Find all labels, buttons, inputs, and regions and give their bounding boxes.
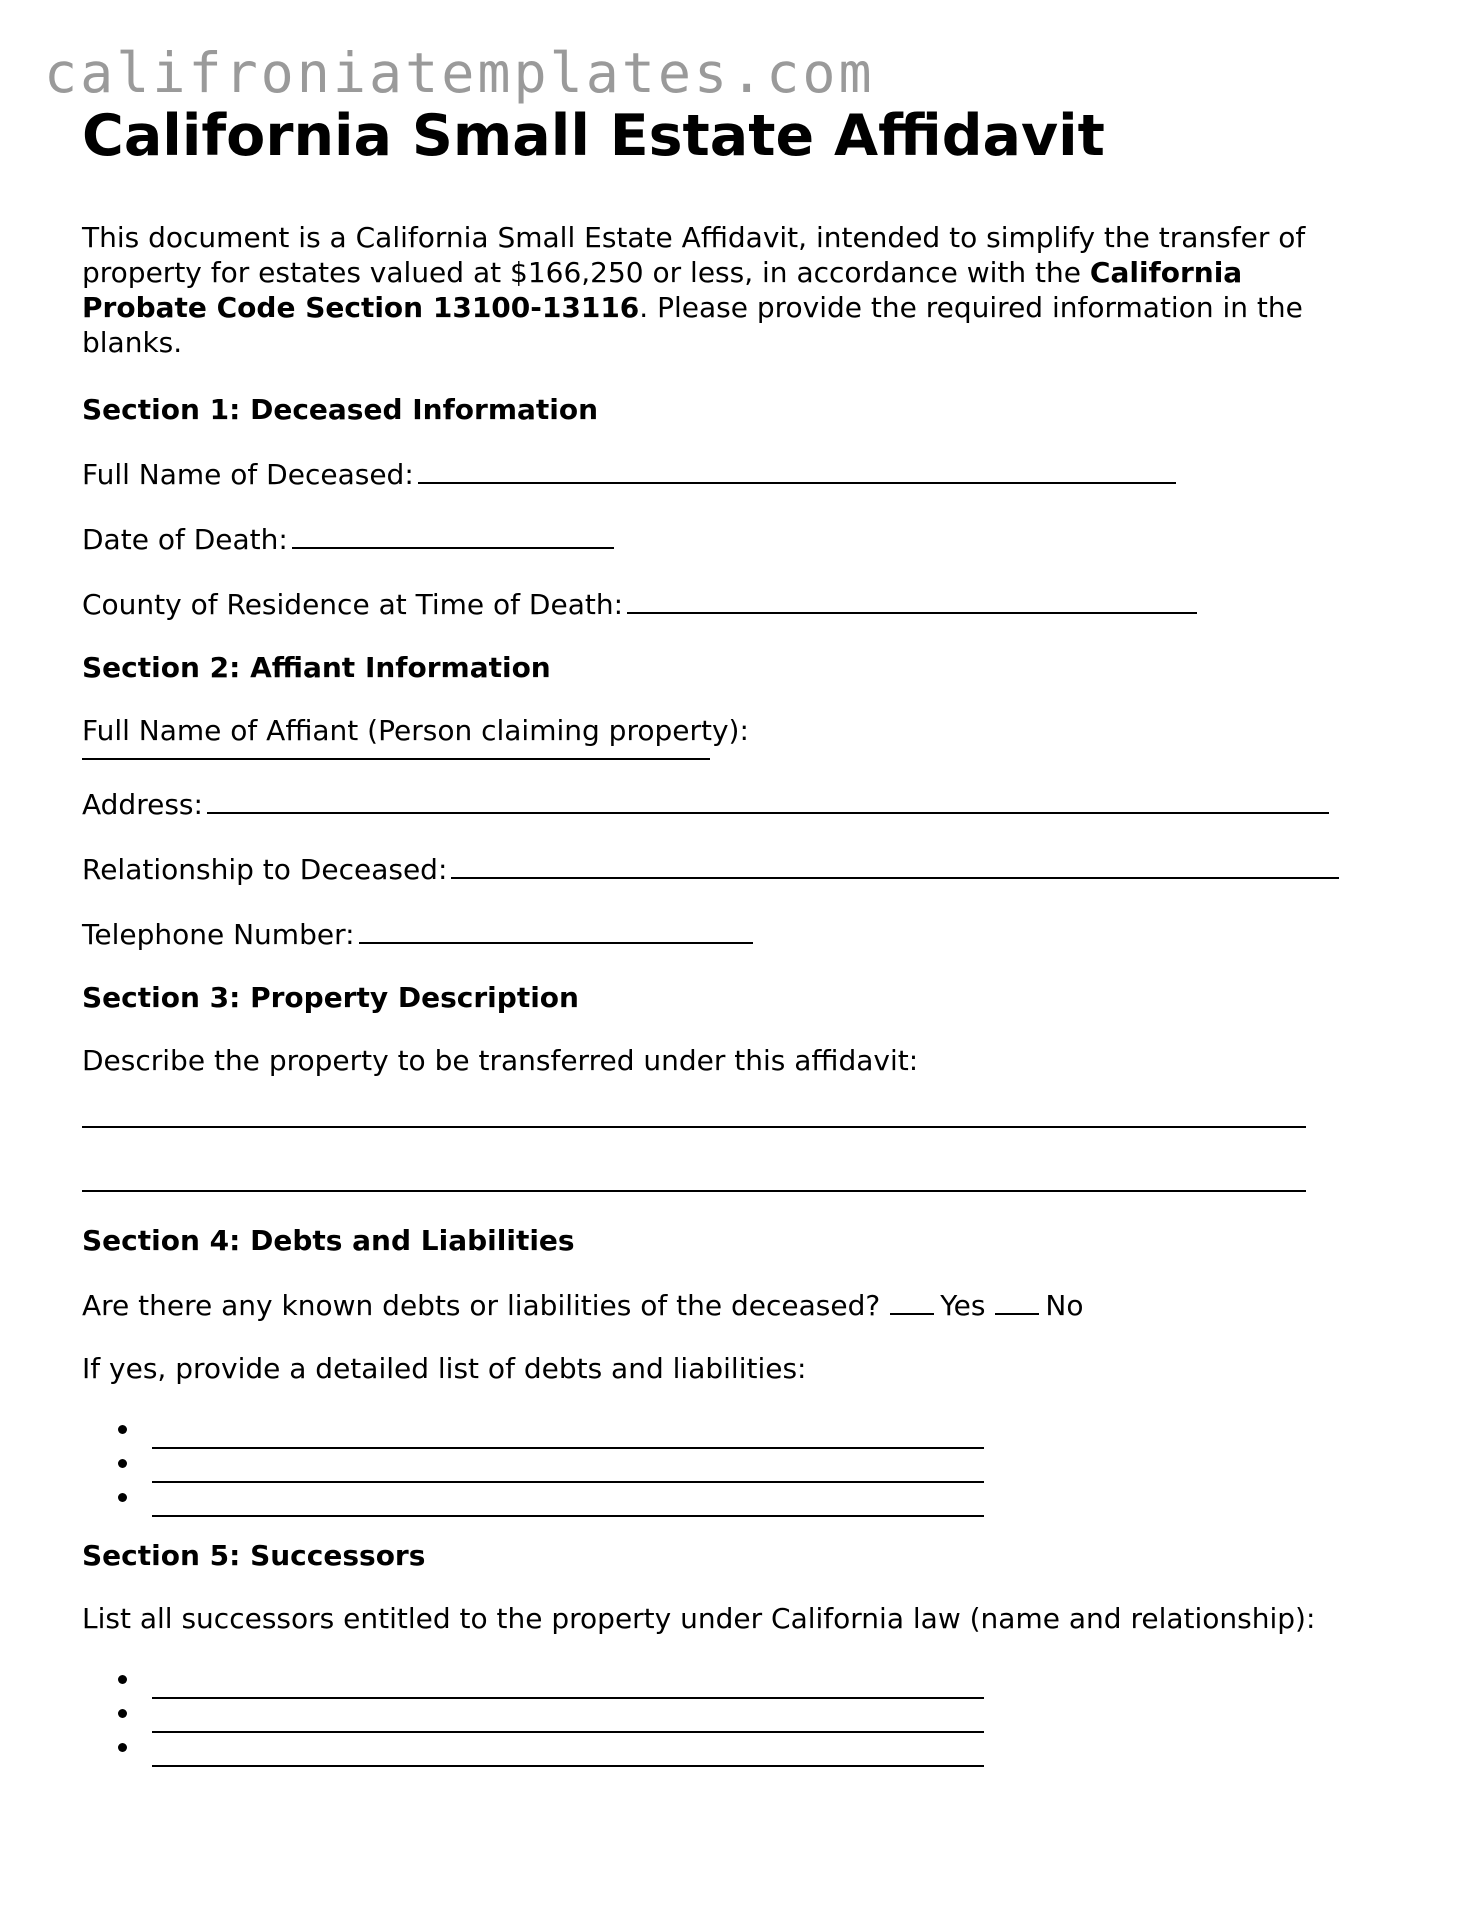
intro-text-2: . Please provide the required information in the blanks.	[82, 290, 1303, 359]
bullet-icon	[118, 1459, 127, 1468]
affiant-name-row	[82, 714, 1382, 748]
county-row	[82, 586, 1382, 622]
relationship-field[interactable]	[451, 851, 1339, 879]
bullet-icon	[118, 1743, 127, 1752]
intro-text-1: This document is a California Small Estate Affidavit, intended to simplify the transfer of property for estates valued at $166,250 or less, in accordance with the	[82, 220, 1306, 289]
section-3-heading: Section 3: Property Description	[82, 980, 579, 1014]
page-title: California Small Estate Affidavit	[82, 103, 1105, 169]
intro-code-reference: California Probate Code Section 13100-13116	[82, 255, 1243, 324]
property-prompt: Describe the property to be transferred under this affidavit:	[82, 1043, 919, 1077]
affiant-name-label: Full Name of Affiant (Person claiming property):	[82, 713, 749, 747]
relationship-row	[82, 851, 1382, 887]
list-item	[152, 1485, 1382, 1519]
affiant-name-field[interactable]	[82, 758, 710, 760]
address-field[interactable]	[207, 786, 1329, 814]
telephone-field[interactable]	[359, 916, 753, 944]
date-of-death-label: Date of Death:	[82, 522, 288, 556]
debts-question: Are there any known debts or liabilities of the deceased?	[82, 1288, 881, 1322]
property-description-line-1[interactable]	[82, 1126, 1306, 1128]
debts-yes-field[interactable]	[890, 1287, 934, 1315]
debt-field-1[interactable]	[152, 1421, 984, 1449]
bullet-icon	[118, 1709, 127, 1718]
telephone-label: Telephone Number:	[82, 917, 355, 951]
affidavit-document	[82, 105, 1382, 1769]
successor-field-3[interactable]	[152, 1739, 984, 1767]
telephone-row	[82, 916, 1382, 952]
successor-field-2[interactable]	[152, 1705, 984, 1733]
county-field[interactable]	[627, 586, 1197, 614]
debts-list	[82, 1417, 1382, 1519]
debts-question-row	[82, 1287, 1382, 1323]
intro-paragraph	[82, 220, 1362, 360]
debts-yes-label: Yes	[940, 1288, 986, 1322]
section-2-heading: Section 2: Affiant Information	[82, 650, 551, 684]
county-label: County of Residence at Time of Death:	[82, 587, 624, 621]
section-1-heading: Section 1: Deceased Information	[82, 392, 599, 426]
date-of-death-row	[82, 521, 1382, 557]
list-item	[152, 1735, 1382, 1769]
successors-prompt: List all successors entitled to the property under California law (name and relationship):	[82, 1601, 1316, 1635]
watermark: califroniatemplates.com	[44, 41, 875, 105]
bullet-icon	[118, 1493, 127, 1502]
debts-no-label: No	[1045, 1288, 1084, 1322]
debts-list-prompt: If yes, provide a detailed list of debts and liabilities:	[82, 1351, 807, 1385]
relationship-label: Relationship to Deceased:	[82, 852, 448, 886]
section-4-heading: Section 4: Debts and Liabilities	[82, 1223, 575, 1257]
address-label: Address:	[82, 787, 203, 821]
deceased-name-field[interactable]	[418, 456, 1176, 484]
bullet-icon	[118, 1675, 127, 1684]
date-of-death-field[interactable]	[292, 521, 614, 549]
deceased-name-row	[82, 456, 1382, 492]
list-item	[152, 1451, 1382, 1485]
successors-list	[82, 1667, 1382, 1769]
debts-no-field[interactable]	[995, 1287, 1039, 1315]
list-item	[152, 1417, 1382, 1451]
list-item	[152, 1667, 1382, 1701]
deceased-name-label: Full Name of Deceased:	[82, 457, 414, 491]
list-item	[152, 1701, 1382, 1735]
property-description-line-2[interactable]	[82, 1190, 1306, 1192]
debt-field-3[interactable]	[152, 1489, 984, 1517]
successor-field-1[interactable]	[152, 1671, 984, 1699]
section-5-heading: Section 5: Successors	[82, 1538, 426, 1572]
bullet-icon	[118, 1425, 127, 1434]
address-row	[82, 786, 1382, 822]
debt-field-2[interactable]	[152, 1455, 984, 1483]
